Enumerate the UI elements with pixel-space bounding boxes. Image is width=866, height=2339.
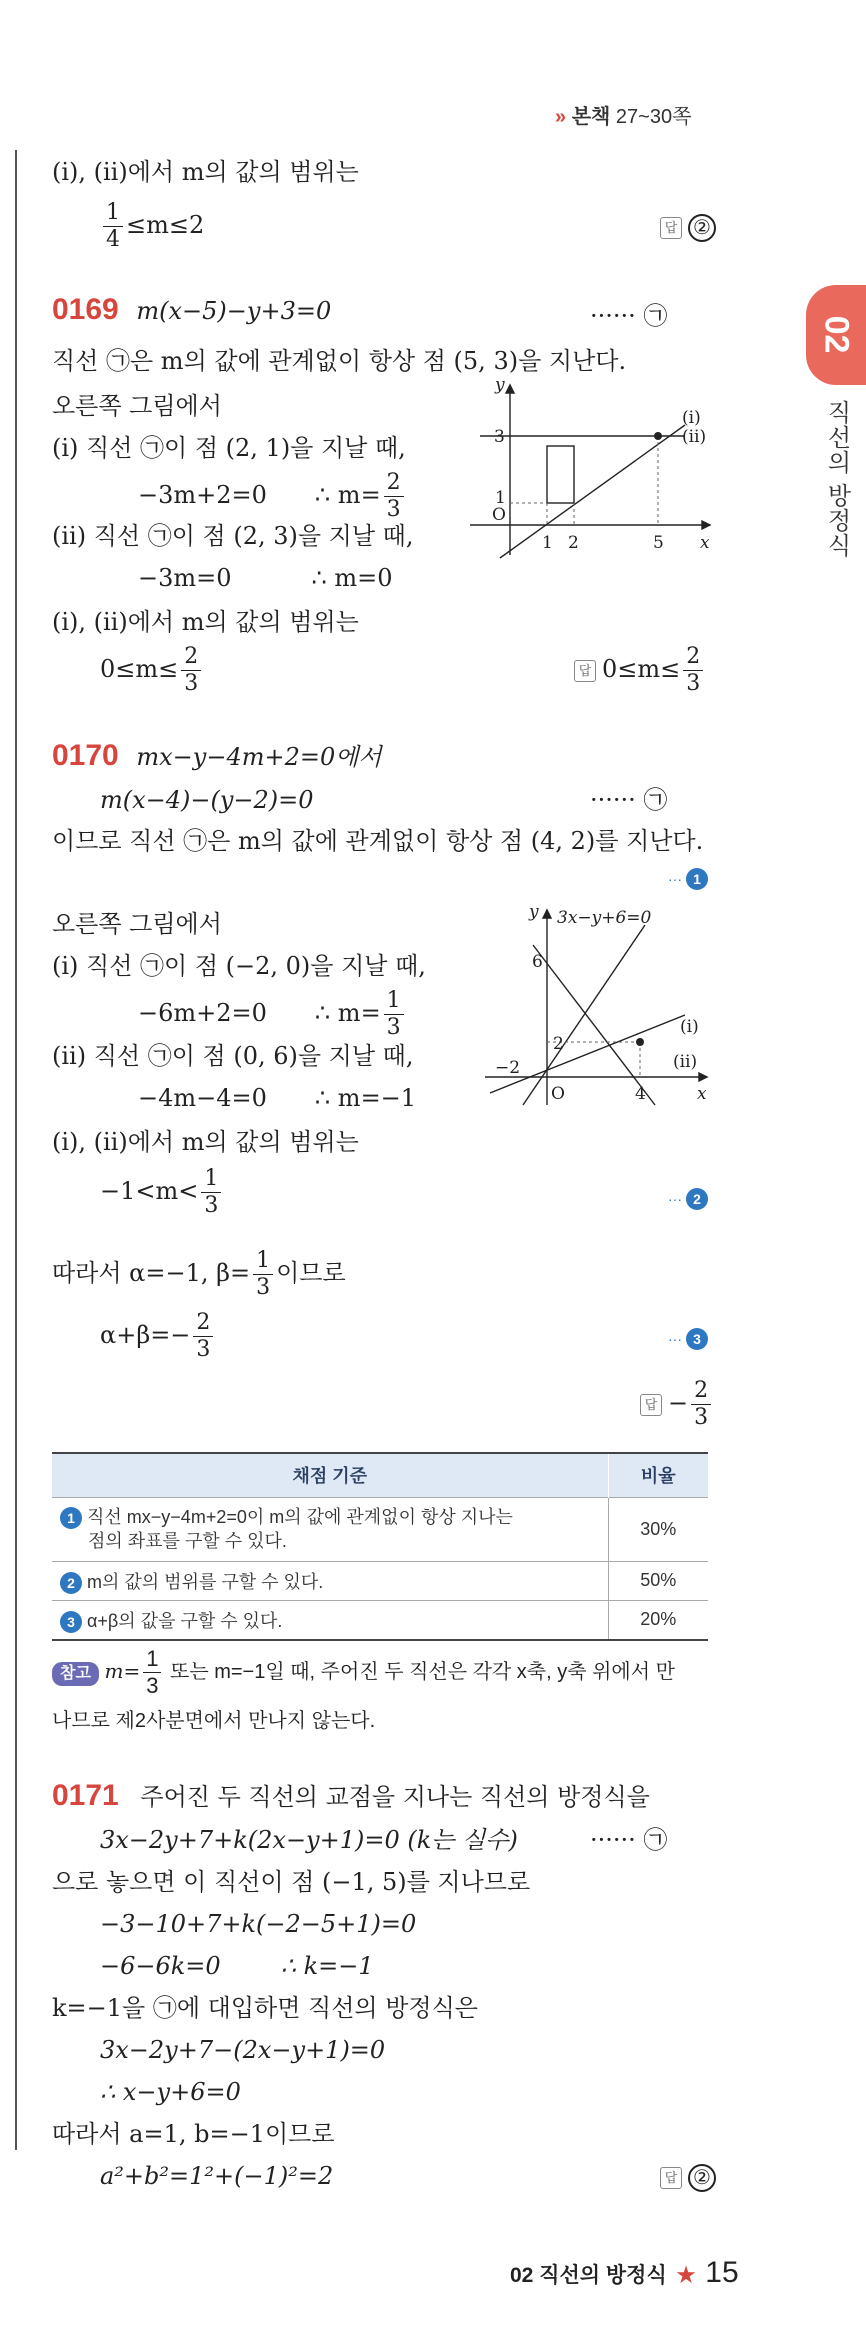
problem-equation: m(x−5)−y+3=0 [136,297,332,325]
problem-0169-heading [52,294,331,327]
step-marker: ··· 3 [668,1328,708,1350]
tick-y: 3 [494,427,505,447]
solution-line: 이므로 직선 ㉠은 m의 값에 관계없이 항상 점 (4, 2)를 지난다. [52,827,704,855]
graph-0170 [485,905,715,1110]
answer-icon: 답 [660,2167,682,2189]
solution-line: ∴ x−y+6=0 [100,2078,241,2106]
intro-inequality: $\frac{1}{4}$ ≤m≤2 [100,202,204,251]
table-cell-ratio: 30% [608,1497,708,1561]
step-marker: ··· 2 [668,1188,708,1210]
graph-x-label: x [697,1084,707,1104]
tick-y: 2 [553,1034,564,1054]
solution-line: 직선 ㉠은 m의 값에 관계없이 항상 점 (5, 3)을 지난다. [52,347,627,375]
line-equation: 3x−y+6=0 [557,908,652,928]
answer-icon: 답 [574,660,596,682]
solution-line: −6−6k=0 ∴ k=−1 [100,1952,374,1980]
solution-line: −3−10+7+k(−2−5+1)=0 [100,1910,417,1938]
page-footer [510,2256,739,2290]
scoring-table [52,1452,708,1641]
solution-line: (ⅱ) 직선 ㉠이 점 (0, 6)을 지날 때, [52,1042,414,1070]
step-marker: ··· 1 [668,868,708,890]
page-header [555,100,691,129]
table-header-criteria: 채점 기준 [52,1453,608,1497]
line-label: (ⅱ) [682,427,707,447]
solution-line: α+β=− $\frac{2}{3}$ [100,1312,216,1361]
solution-line: k=−1을 ㉠에 대입하면 직선의 방정식은 [52,1994,478,2022]
problem-0171-heading [52,1780,650,1813]
intro-answer: 답 ② [660,210,716,242]
problem-number: 0170 [52,739,119,772]
solution-line: 오른쪽 그림에서 [52,392,222,420]
problem-0171-answer: 답 ② [660,2160,716,2192]
graph-origin: O [492,505,506,525]
solution-line: (ⅱ) 직선 ㉠이 점 (2, 3)을 지날 때, [52,522,414,550]
solution-line: −1<m< $\frac{1}{3}$ [100,1168,224,1217]
footer-star: ★ [676,2264,696,2287]
note-line: 나므로 제2사분면에서 만나지 않는다. [52,1710,376,1732]
solution-line: 3x−2y+7+k(2x−y+1)=0 (k는 실수) [100,1826,518,1854]
solution-line: (ⅰ), (ⅱ)에서 m의 값의 범위는 [52,608,359,636]
equation-tag: ······ ㉠ [590,302,668,330]
header-arrow: » [555,106,567,128]
note-block: 참고 m= $\frac{1}{3}$ 또는 m=−1일 때, 주어진 두 직선은 각각 x축, y축 위에서 만 [52,1648,675,1697]
problem-0170-heading [52,740,382,773]
problem-number: 0169 [52,293,119,326]
graph-x-label: x [700,533,710,553]
note-badge: 참고 [52,1662,99,1686]
equation-tag: ······ ㉠ [590,1826,668,1854]
tick-x: 4 [635,1084,646,1104]
graph-y-label: y [495,380,505,395]
line-label: (ⅰ) [682,408,701,428]
header-pages: 27~30쪽 [615,106,692,128]
table-row: 1 직선 mx−y−4m+2=0이 m의 값에 관계없이 항상 지나는 점의 좌표를 구할 수 있다. 30% [52,1497,708,1561]
table-cell-ratio: 50% [608,1561,708,1600]
table-row: 2 m의 값의 범위를 구할 수 있다. 50% [52,1561,708,1600]
graph-0169 [470,380,720,565]
answer-icon: 답 [660,217,682,239]
chapter-tab[interactable] [806,285,866,385]
solution-line: −3m+2=0 ∴ m= $\frac{2}{3}$ [138,472,407,521]
solution-line: m(x−4)−(y−2)=0 [100,786,314,814]
tick-x: −2 [495,1058,521,1078]
solution-line: a²+b²=1²+(−1)²=2 [100,2162,334,2190]
solution-line: (ⅰ), (ⅱ)에서 m의 값의 범위는 [52,1128,359,1156]
tick-x: 1 [542,533,553,553]
table-cell-ratio: 20% [608,1600,708,1640]
graph-y-label: y [529,905,539,922]
footer-chapter: 02 직선의 방정식 [510,2264,667,2287]
graph-origin: O [551,1084,565,1104]
solution-line: −3m=0 ∴ m=0 [138,564,393,592]
header-label: 본책 [571,106,611,128]
solution-line: 오른쪽 그림에서 [52,910,222,938]
problem-statement: 주어진 두 직선의 교점을 지나는 직선의 방정식을 [140,1783,650,1811]
tick-x: 5 [653,533,664,553]
problem-0169-answer: 답 0≤m≤ $\frac{2}{3}$ [574,646,706,695]
tick-y: 6 [532,952,543,972]
solution-line: (ⅰ) 직선 ㉠이 점 (2, 1)을 지날 때, [52,434,406,462]
chapter-title: 직선의 방정식 [823,400,850,558]
problem-0170-answer: 답 − $\frac{2}{3}$ [640,1380,714,1429]
solution-line: (ⅰ) 직선 ㉠이 점 (−2, 0)을 지날 때, [52,952,426,980]
chapter-number: 02 [817,315,856,354]
problem-number: 0171 [52,1779,119,1812]
solution-line: −4m−4=0 ∴ m=−1 [138,1084,417,1112]
solution-line: 0≤m≤ $\frac{2}{3}$ [100,646,204,695]
solution-line: 따라서 a=1, b=−1이므로 [52,2120,335,2148]
solution-line: 따라서 α=−1, β= $\frac{1}{3}$ 이므로 [52,1248,346,1300]
tick-x: 2 [568,533,579,553]
table-header-ratio: 비율 [608,1453,708,1497]
intro-line: (ⅰ), (ⅱ)에서 m의 값의 범위는 [52,158,359,186]
tick-y: 1 [495,488,506,508]
solution-line: 3x−2y+7−(2x−y+1)=0 [100,2036,386,2064]
page-number: 15 [705,2256,739,2289]
left-margin-rule [15,150,17,2150]
equation-tag: ······ ㉠ [590,786,668,814]
line-label: (ⅱ) [673,1052,698,1072]
solution-line: −6m+2=0 ∴ m= $\frac{1}{3}$ [138,990,407,1039]
problem-equation: mx−y−4m+2=0에서 [136,743,382,771]
table-row: 3 α+β의 값을 구할 수 있다. 20% [52,1600,708,1640]
solution-line: 으로 놓으면 이 직선이 점 (−1, 5)를 지나므로 [52,1868,531,1896]
line-label: (ⅰ) [680,1017,699,1037]
answer-icon: 답 [640,1394,662,1416]
